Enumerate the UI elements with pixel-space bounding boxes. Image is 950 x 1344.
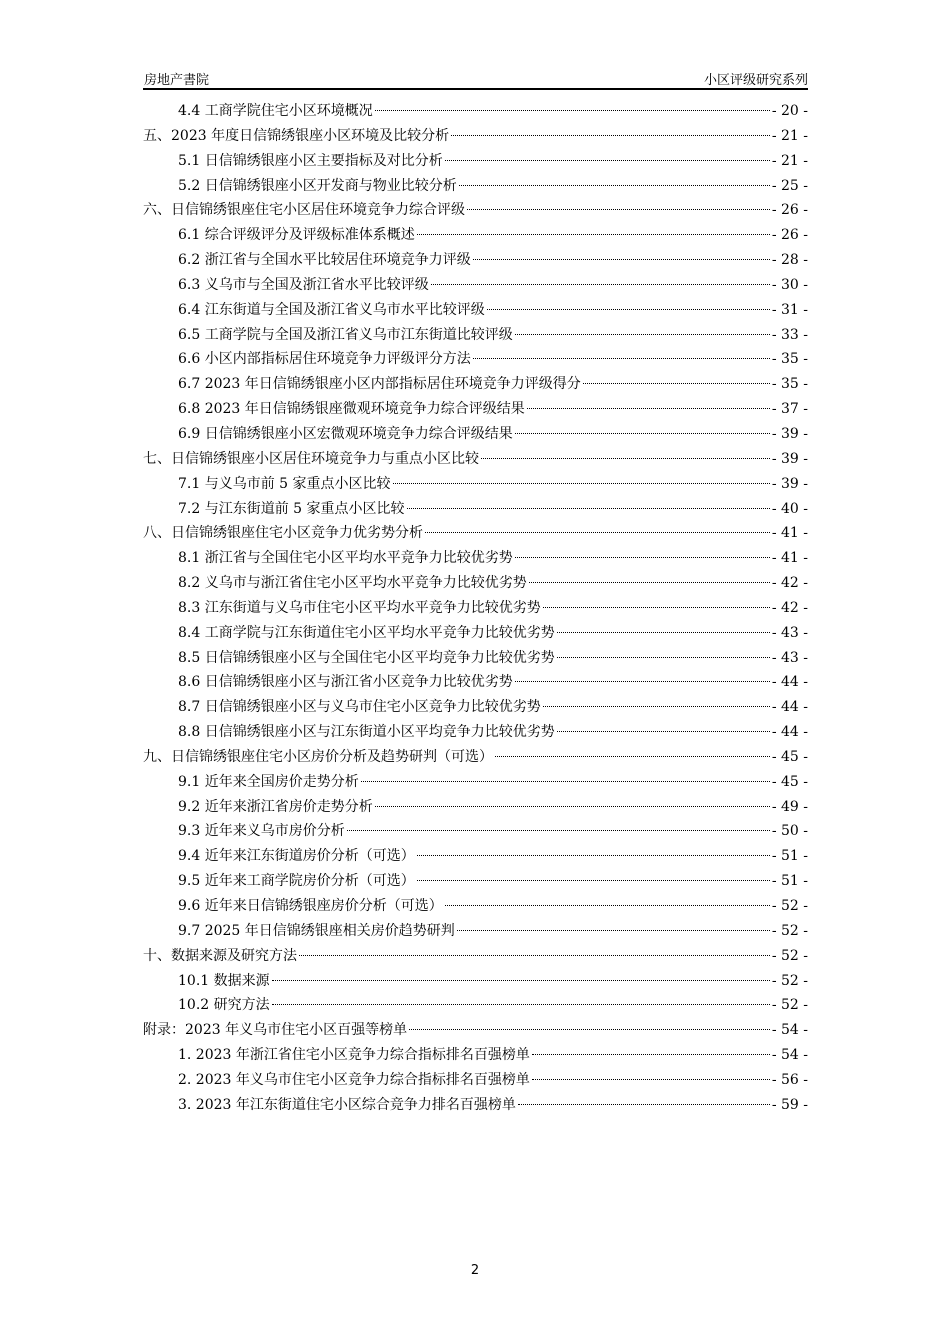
dot-leader [481,458,770,459]
dot-leader [425,532,770,533]
toc-entry-page: - 42 - [771,599,808,616]
toc-entry[interactable] [143,920,808,945]
toc-entry-title: 9.6 近年来日信锦绣银座房价分析（可选） [178,898,443,914]
toc-entry-title: 9.7 2025 年日信锦绣银座相关房价趋势研判 [178,922,455,939]
toc-entry[interactable] [143,572,808,597]
toc-entry-title: 9.3 近年来义乌市房价分析 [178,823,345,840]
dot-leader [473,259,770,260]
toc-entry-title: 9.4 近年来江东街道房价分析（可选） [178,848,415,865]
toc-entry-title: 7.1 与义乌市前 5 家重点小区比较 [178,475,391,492]
dot-leader [417,234,770,235]
dot-leader [445,160,770,161]
toc-entry-page: - 42 - [771,575,808,592]
toc-entry[interactable] [143,423,808,448]
toc-entry-page: - 56 - [771,1071,808,1088]
toc-entry-title: 6.9 日信锦绣银座小区宏微观环境竞争力综合评级结果 [178,425,513,442]
dot-leader [515,557,770,558]
toc-entry-page: - 28 - [771,252,808,269]
toc-entry-page: - 26 - [771,202,808,219]
toc-entry-page: - 52 - [771,898,808,914]
toc-entry[interactable] [143,274,808,299]
dot-leader [543,706,770,707]
toc-entry[interactable] [143,547,808,572]
toc-entry-title: 9.2 近年来浙江省房价走势分析 [178,798,373,815]
toc-entry[interactable] [143,647,808,672]
toc-entry-page: - 37 - [771,401,808,418]
dot-leader [361,781,770,782]
toc-entry-page: - 52 - [771,947,808,964]
toc-entry-title: 8.1 浙江省与全国住宅小区平均水平竞争力比较优劣势 [178,550,513,567]
page-header [143,69,808,90]
toc-entry-page: - 25 - [771,177,808,194]
header-right-text: 小区评级研究系列 [703,73,808,88]
dot-leader [532,1079,770,1080]
toc-entry-page: - 40 - [771,500,808,517]
toc-entry-title: 6.6 小区内部指标居住环境竞争力评级评分方法 [178,351,471,368]
dot-leader [532,1054,770,1055]
dot-leader [495,756,770,757]
dot-leader [451,135,770,136]
toc-entry-page: - 52 - [771,972,808,989]
toc-entry-title: 6.2 浙江省与全国水平比较居住环境竞争力评级 [178,252,471,269]
dot-leader [347,830,770,831]
toc-entry-title: 9.5 近年来工商学院房价分析（可选） [178,873,415,890]
dot-leader [409,1029,770,1030]
toc-entry[interactable] [143,597,808,622]
toc-entry[interactable] [143,845,808,870]
toc-entry-page: - 26 - [771,227,808,244]
dot-leader [473,358,770,359]
toc-entry-page: - 51 - [771,873,808,890]
dot-leader [557,657,770,658]
toc-entry-page: - 39 - [771,475,808,492]
toc-entry-page: - 54 - [771,1022,808,1039]
toc-entry[interactable] [143,473,808,498]
toc-entry-page: - 41 - [771,550,808,567]
dot-leader [431,284,770,285]
toc-entry-title: 6.1 综合评级评分及评级标准体系概述 [178,227,415,244]
toc-entry[interactable] [143,895,808,920]
dot-leader [393,483,770,484]
toc-entry-title: 8.8 日信锦绣银座小区与江东街道小区平均竞争力比较优劣势 [178,724,555,741]
toc-entry-page: - 35 - [771,376,808,393]
toc-entry[interactable] [143,348,808,373]
toc-entry-page: - 52 - [771,997,808,1014]
toc-entry[interactable] [143,100,808,125]
toc-entry-page: - 45 - [771,773,808,790]
toc-entry[interactable] [143,324,808,349]
dot-leader [515,334,770,335]
dot-leader [543,607,770,608]
toc-entry[interactable] [143,696,808,721]
toc-entry[interactable] [143,622,808,647]
toc-entry-title: 七、日信锦绣银座小区居住环境竞争力与重点小区比较 [143,450,479,467]
toc-entry-title: 8.7 日信锦绣银座小区与义乌市住宅小区竞争力比较优劣势 [178,699,541,716]
toc-entry-title: 五、2023 年度日信锦绣银座小区环境及比较分析 [143,127,450,144]
dot-leader [299,955,770,956]
dot-leader [518,1104,770,1105]
toc-entry[interactable] [143,522,808,547]
toc-entry-page: - 33 - [771,326,808,343]
toc-entry[interactable] [143,1019,808,1044]
toc-entry-title: 8.6 日信锦绣银座小区与浙江省小区竞争力比较优劣势 [178,674,513,691]
toc-entry[interactable] [143,820,808,845]
toc-entry-page: - 30 - [771,276,808,293]
toc-entry-page: - 44 - [771,674,808,691]
toc-entry-title: 8.5 日信锦绣银座小区与全国住宅小区平均竞争力比较优劣势 [178,649,555,666]
dot-leader [583,383,770,384]
toc-entry-page: - 59 - [771,1096,808,1113]
toc-entry-page: - 45 - [771,748,808,765]
dot-leader [407,508,770,509]
toc-entry[interactable] [143,150,808,175]
toc-entry[interactable] [143,945,808,970]
dot-leader [417,880,770,881]
page-number: 2 [470,1263,480,1278]
toc-entry-page: - 35 - [771,351,808,368]
toc-entry-title: 7.2 与江东街道前 5 家重点小区比较 [178,500,405,517]
toc-entry-title: 3. 2023 年江东街道住宅小区综合竞争力排名百强榜单 [178,1096,516,1113]
dot-leader [529,582,770,583]
toc-entry-page: - 43 - [771,649,808,666]
toc-entry[interactable] [143,299,808,324]
dot-leader [445,905,770,906]
dot-leader [527,408,770,409]
toc-entry-title: 5.2 日信锦绣银座小区开发商与物业比较分析 [178,177,457,194]
toc-entry-title: 九、日信锦绣银座住宅小区房价分析及趋势研判（可选） [143,748,493,765]
toc-entry[interactable] [143,249,808,274]
dot-leader [467,209,770,210]
toc-entry-title: 八、日信锦绣银座住宅小区竞争力优劣势分析 [143,525,423,542]
toc-entry-title: 8.4 工商学院与江东街道住宅小区平均水平竞争力比较优劣势 [178,624,555,641]
toc-entry-title: 六、日信锦绣银座住宅小区居住环境竞争力综合评级 [143,202,465,219]
toc-entry[interactable] [143,373,808,398]
toc-entry[interactable] [143,1069,808,1094]
toc-entry-page: - 39 - [771,425,808,442]
toc-entry[interactable] [143,970,808,995]
toc-entry-title: 6.3 义乌市与全国及浙江省水平比较评级 [178,276,429,293]
dot-leader [457,930,770,931]
toc-entry-title: 十、数据来源及研究方法 [143,947,297,964]
toc-entry[interactable] [143,1094,808,1119]
dot-leader [487,309,770,310]
dot-leader [557,632,770,633]
toc-entry-title: 4.4 工商学院住宅小区环境概况 [178,103,373,119]
toc-entry[interactable] [143,125,808,150]
toc-entry-page: - 50 - [771,823,808,840]
dot-leader [375,110,770,111]
dot-leader [272,1004,770,1005]
toc-entry[interactable] [143,870,808,895]
toc-entry-title: 6.7 2023 年日信锦绣银座小区内部指标居住环境竞争力评级得分 [178,376,581,393]
toc-entry[interactable] [143,746,808,771]
toc-entry-page: - 21 - [771,152,808,169]
toc-entry-title: 1. 2023 年浙江省住宅小区竞争力综合指标排名百强榜单 [178,1047,530,1064]
dot-leader [459,185,770,186]
dot-leader [417,855,770,856]
toc-entry-page: - 43 - [771,624,808,641]
toc-entry-title: 8.3 江东街道与义乌市住宅小区平均水平竞争力比较优劣势 [178,599,541,616]
toc-entry-page: - 52 - [771,922,808,939]
toc-entry-page: - 21 - [771,127,808,144]
toc-entry[interactable] [143,994,808,1019]
toc-entry-page: - 31 - [771,301,808,318]
toc-entry[interactable] [143,1044,808,1069]
toc-entry[interactable] [143,448,808,473]
toc-entry-title: 6.4 江东街道与全国及浙江省义乌市水平比较评级 [178,301,485,318]
toc-entry-title: 6.5 工商学院与全国及浙江省义乌市江东街道比较评级 [178,326,513,343]
toc-entry[interactable] [143,498,808,523]
toc-entry[interactable] [143,796,808,821]
toc-entry-title: 2. 2023 年义乌市住宅小区竞争力综合指标排名百强榜单 [178,1071,530,1088]
toc-entry[interactable] [143,721,808,746]
toc-entry-title: 6.8 2023 年日信锦绣银座微观环境竞争力综合评级结果 [178,401,525,418]
toc-entry-page: - 49 - [771,798,808,815]
toc-entry-page: - 44 - [771,699,808,716]
toc-entry[interactable] [143,398,808,423]
dot-leader [375,806,770,807]
toc-entry[interactable] [143,224,808,249]
header-left-text: 房地产書院 [144,73,210,88]
toc-entry-page: - 41 - [771,525,808,542]
dot-leader [515,681,770,682]
toc-entry-title: 10.1 数据来源 [178,972,270,989]
toc-entry[interactable] [143,175,808,200]
toc-entry-page: - 44 - [771,724,808,741]
dot-leader [272,980,770,981]
table-of-contents [143,100,808,1119]
dot-leader [557,731,770,732]
toc-entry-page: - 20 - [771,103,808,119]
toc-entry-title: 5.1 日信锦绣银座小区主要指标及对比分析 [178,152,443,169]
toc-entry-page: - 39 - [771,450,808,467]
dot-leader [515,433,770,434]
toc-entry[interactable] [143,671,808,696]
toc-entry[interactable] [143,771,808,796]
toc-entry[interactable] [143,199,808,224]
toc-entry-page: - 54 - [771,1047,808,1064]
toc-entry-title: 10.2 研究方法 [178,997,270,1014]
toc-entry-title: 附录：2023 年义乌市住宅小区百强等榜单 [143,1022,408,1039]
toc-entry-page: - 51 - [771,848,808,865]
toc-entry-title: 9.1 近年来全国房价走势分析 [178,773,359,790]
toc-entry-title: 8.2 义乌市与浙江省住宅小区平均水平竞争力比较优劣势 [178,575,527,592]
